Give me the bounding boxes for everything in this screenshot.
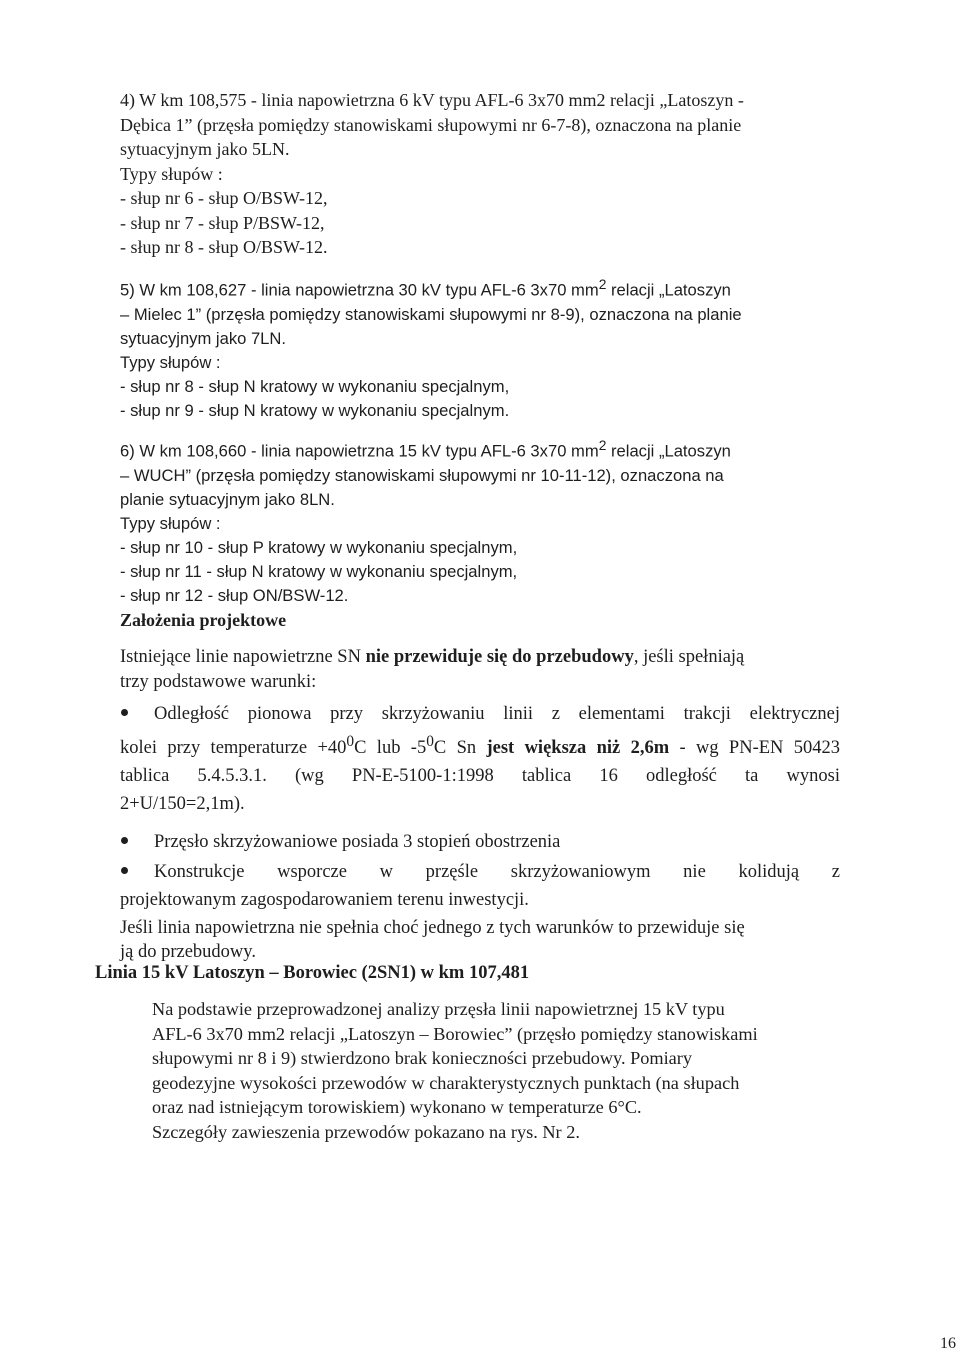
section-6 [120,433,840,608]
bullet-line: Przęsło skrzyżowaniowe posiada 3 stopień obostrzenia [154,832,561,853]
section-5-line: - słup nr 8 - słup N kratowy w wykonaniu specjalnym, [120,376,510,396]
assumptions-line: trzy podstawowe warunki: [120,671,317,692]
bullet-line: kolei przy temperaturze $+40^0C$ lub $-5^0C$ Sn jest większa niż 2,6m - wg PN-EN 50423 [120,733,840,759]
section-4-line: - słup nr 7 - słup P/BSW-12, [120,212,325,233]
bullet-item [120,700,840,728]
assumptions-line: ją do przebudowy. [120,942,256,963]
section-5-line: Typy słupów : [120,352,221,372]
section-4-line: 4) W km 108,575 - linia napowietrzna 6 kV typu AFL-6 3x70 mm2 relacji „Latoszyn - [120,90,744,110]
section-6-line: - słup nr 12 - słup ON/BSW-12. [120,585,349,605]
bullet-icon [121,709,128,716]
assumptions-heading: Założenia projektowe [120,610,287,630]
section-6-line: – WUCH” (przęsła pomiędzy stanowiskami słupowymi nr 10-11-12), oznaczona na [120,465,724,485]
section-6-line: - słup nr 10 - słup P kratowy w wykonaniu specjalnym, [120,537,518,557]
section-4-line: - słup nr 6 - słup O/BSW-12, [120,188,328,208]
section-4 [120,88,840,260]
linia-15kv-body [152,997,852,1144]
section-5-line: sytuacyjnym jako 7LN. [120,328,287,348]
assumptions-body [120,645,840,964]
linia-15kv-line: AFL-6 3x70 mm2 relacji „Latoszyn – Borowiec” (przęsło pomiędzy stanowiskami [152,1023,758,1044]
bullet-icon [121,837,128,844]
linia-15kv-line: Szczegóły zawieszenia przewodów pokazano na rys. Nr 2. [152,1121,580,1142]
section-5-line: - słup nr 9 - słup N kratowy w wykonaniu specjalnym. [120,400,510,420]
assumptions-line: Istniejące linie napowietrzne SN nie przewiduje się do przebudowy, jeśli spełniają [120,647,745,667]
section-6-line: - słup nr 11 - słup N kratowy w wykonaniu specjalnym, [120,561,518,581]
linia-15kv-line: Na podstawie przeprowadzonej analizy przęsła linii napowietrznej 15 kV typu [152,999,725,1019]
bullet-line: 2+U/150=2,1m). [120,794,245,815]
linia-15kv-heading: Linia 15 kV Latoszyn – Borowiec (2SN1) w km 107,481 [95,963,530,983]
section-5-line: – Mielec 1” (przęsła pomiędzy stanowiskami słupowymi nr 8-9), oznaczona na planie [120,304,742,324]
section-6-line: planie sytuacyjnym jako 8LN. [120,489,335,509]
linia-15kv-line: słupowymi nr 8 i 9) stwierdzono brak konieczności przebudowy. Pomiary [152,1048,693,1068]
section-6-line: 6) W km 108,660 - linia napowietrzna 15 kV typu AFL-6 3x70 $mm^2$ relacji „Latoszyn [120,437,731,461]
section-5 [120,272,840,423]
bullet-line: projektowanym zagospodarowaniem terenu inwestycji. [120,890,529,911]
section-4-line: Dębica 1” (przęsła pomiędzy stanowiskami słupowymi nr 6-7-8), oznaczona na planie [120,114,742,135]
section-5-line: 5) W km 108,627 - linia napowietrzna 30 kV typu AFL-6 3x70 $mm^2$ relacji „Latoszyn [120,276,731,300]
section-4-line: sytuacyjnym jako 5LN. [120,139,290,159]
bullet-line: Odległość pionowa przy skrzyżowaniu linii z elementami trakcji elektrycznej [154,704,840,724]
bullet-icon [121,867,128,874]
section-4-line: - słup nr 8 - słup O/BSW-12. [120,237,328,257]
linia-15kv-line: oraz nad istniejącym torowiskiem) wykonano w temperaturze 6°C. [152,1097,642,1117]
page-number: 16 [940,1335,956,1352]
bullet-line: tablica 5.4.5.3.1. (wg PN-E-5100-1:1998 tablica 16 odległość ta wynosi [120,766,840,787]
bullet-line: Konstrukcje wsporcze w przęśle skrzyżowaniowym nie kolidują z [154,862,840,883]
bullet-item [120,858,840,886]
assumptions-line: Jeśli linia napowietrzna nie spełnia choć jednego z tych warunków to przewiduje się [120,918,745,939]
bullet-item [120,828,840,856]
section-6-line: Typy słupów : [120,513,221,533]
section-4-line: Typy słupów : [120,163,223,184]
linia-15kv-line: geodezyjne wysokości przewodów w charakterystycznych punktach (na słupach [152,1072,740,1093]
